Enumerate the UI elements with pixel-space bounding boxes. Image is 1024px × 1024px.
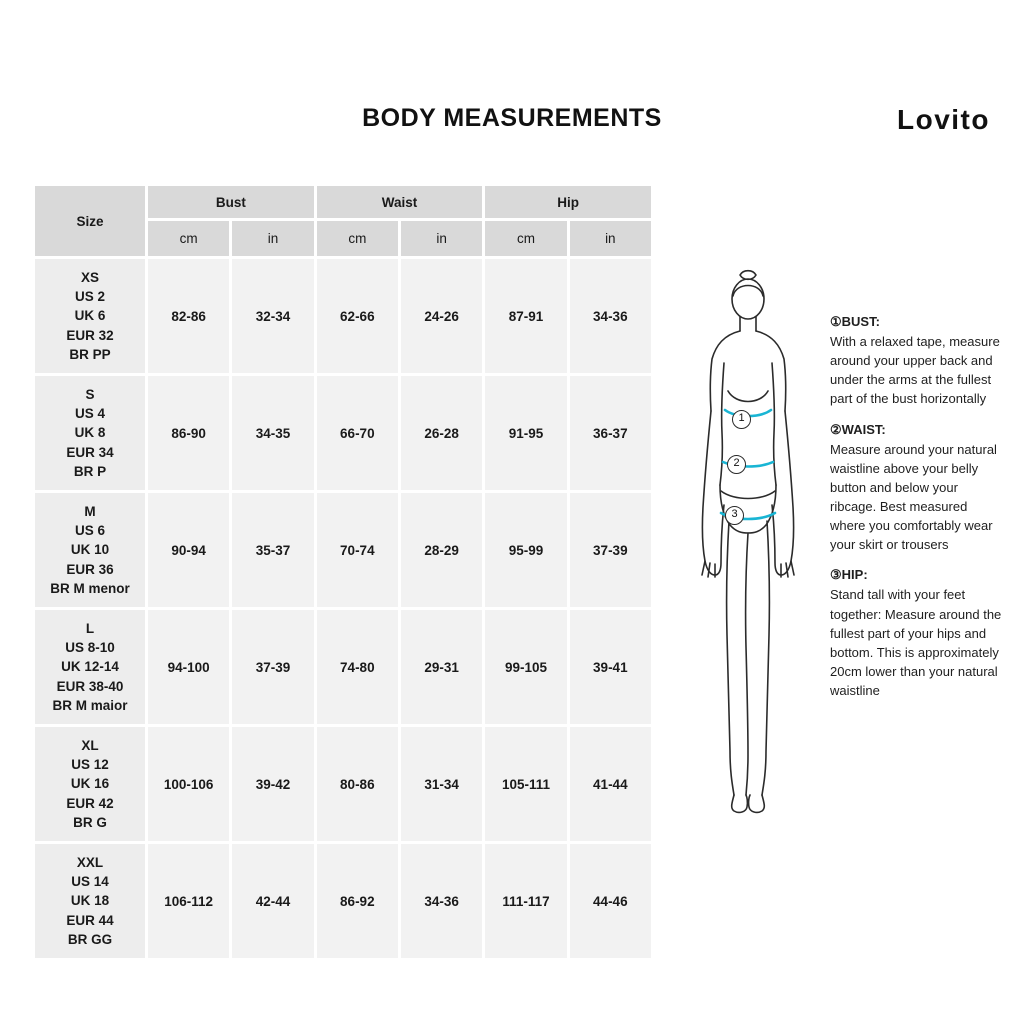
cell-bust-cm: 94-100 (147, 609, 231, 726)
cell-bust-in: 32-34 (231, 258, 315, 375)
brand-logo: Lovito (897, 104, 990, 135)
waist-marker: 2 (727, 455, 746, 474)
cell-size: XXL US 14 UK 18 EUR 44 BR GG (34, 843, 147, 960)
unit-hip-in: in (568, 220, 652, 258)
cell-hip-cm: 99-105 (484, 609, 568, 726)
cell-hip-cm: 87-91 (484, 258, 568, 375)
measurement-instructions (830, 312, 1005, 711)
table-row (34, 492, 653, 609)
unit-bust-in: in (231, 220, 315, 258)
cell-waist-in: 28-29 (399, 492, 483, 609)
cell-hip-in: 41-44 (568, 726, 652, 843)
cell-waist-cm: 80-86 (315, 726, 399, 843)
bust-marker: 1 (732, 410, 751, 429)
note-bust-body: With a relaxed tape, measure around your upper back and under the arms at the fullest part of the bust horizontally (830, 334, 1000, 407)
cell-bust-in: 34-35 (231, 375, 315, 492)
cell-waist-in: 29-31 (399, 609, 483, 726)
column-group-hip: Hip (484, 185, 653, 220)
cell-bust-in: 42-44 (231, 843, 315, 960)
cell-waist-cm: 62-66 (315, 258, 399, 375)
cell-waist-cm: 66-70 (315, 375, 399, 492)
cell-bust-in: 35-37 (231, 492, 315, 609)
body-figure-illustration (672, 255, 822, 835)
cell-waist-in: 31-34 (399, 726, 483, 843)
hip-marker: 3 (725, 506, 744, 525)
cell-bust-in: 37-39 (231, 609, 315, 726)
page-title: BODY MEASUREMENTS (362, 104, 662, 132)
table-head (34, 185, 653, 258)
cell-hip-in: 37-39 (568, 492, 652, 609)
column-group-waist: Waist (315, 185, 484, 220)
column-group-bust: Bust (147, 185, 316, 220)
cell-bust-cm: 106-112 (147, 843, 231, 960)
size-table (32, 183, 654, 961)
table-row (34, 609, 653, 726)
note-bust-heading: ①BUST: (830, 314, 880, 329)
cell-waist-in: 34-36 (399, 843, 483, 960)
cell-hip-in: 34-36 (568, 258, 652, 375)
unit-waist-in: in (399, 220, 483, 258)
cell-size: XS US 2 UK 6 EUR 32 BR PP (34, 258, 147, 375)
cell-hip-cm: 111-117 (484, 843, 568, 960)
cell-size: S US 4 UK 8 EUR 34 BR P (34, 375, 147, 492)
note-hip-body: Stand tall with your feet together: Measure around the fullest part of your hips and bottom. This is approximately 20cm lower than your natural waistline (830, 587, 1002, 698)
cell-bust-in: 39-42 (231, 726, 315, 843)
unit-waist-cm: cm (315, 220, 399, 258)
cell-bust-cm: 90-94 (147, 492, 231, 609)
cell-size: L US 8-10 UK 12-14 EUR 38-40 BR M maior (34, 609, 147, 726)
table-row (34, 726, 653, 843)
note-waist (830, 420, 1005, 555)
column-header-size: Size (34, 185, 147, 258)
size-table-container (32, 183, 654, 961)
cell-waist-cm: 86-92 (315, 843, 399, 960)
note-waist-body: Measure around your natural waistline above your belly button and below your ribcage. Best measured where you comfortably wear your skirt or trousers (830, 441, 997, 553)
table-header-row-groups (34, 185, 653, 220)
note-bust (830, 312, 1005, 409)
cell-waist-in: 26-28 (399, 375, 483, 492)
unit-bust-cm: cm (147, 220, 231, 258)
cell-hip-cm: 91-95 (484, 375, 568, 492)
note-hip-heading: ③HIP: (830, 567, 868, 583)
cell-bust-cm: 100-106 (147, 726, 231, 843)
female-body-outline-icon (672, 255, 822, 835)
cell-waist-cm: 70-74 (315, 492, 399, 609)
unit-hip-cm: cm (484, 220, 568, 258)
cell-waist-in: 24-26 (399, 258, 483, 375)
cell-waist-cm: 74-80 (315, 609, 399, 726)
cell-bust-cm: 82-86 (147, 258, 231, 375)
table-row (34, 843, 653, 960)
cell-size: M US 6 UK 10 EUR 36 BR M menor (34, 492, 147, 609)
cell-hip-cm: 105-111 (484, 726, 568, 843)
note-waist-heading: ②WAIST: (830, 421, 886, 437)
cell-hip-in: 36-37 (568, 375, 652, 492)
cell-bust-cm: 86-90 (147, 375, 231, 492)
cell-hip-in: 44-46 (568, 843, 652, 960)
table-row (34, 375, 653, 492)
cell-hip-cm: 95-99 (484, 492, 568, 609)
note-hip (830, 565, 1005, 700)
cell-hip-in: 39-41 (568, 609, 652, 726)
table-body (34, 258, 653, 960)
cell-size: XL US 12 UK 16 EUR 42 BR G (34, 726, 147, 843)
table-row (34, 258, 653, 375)
